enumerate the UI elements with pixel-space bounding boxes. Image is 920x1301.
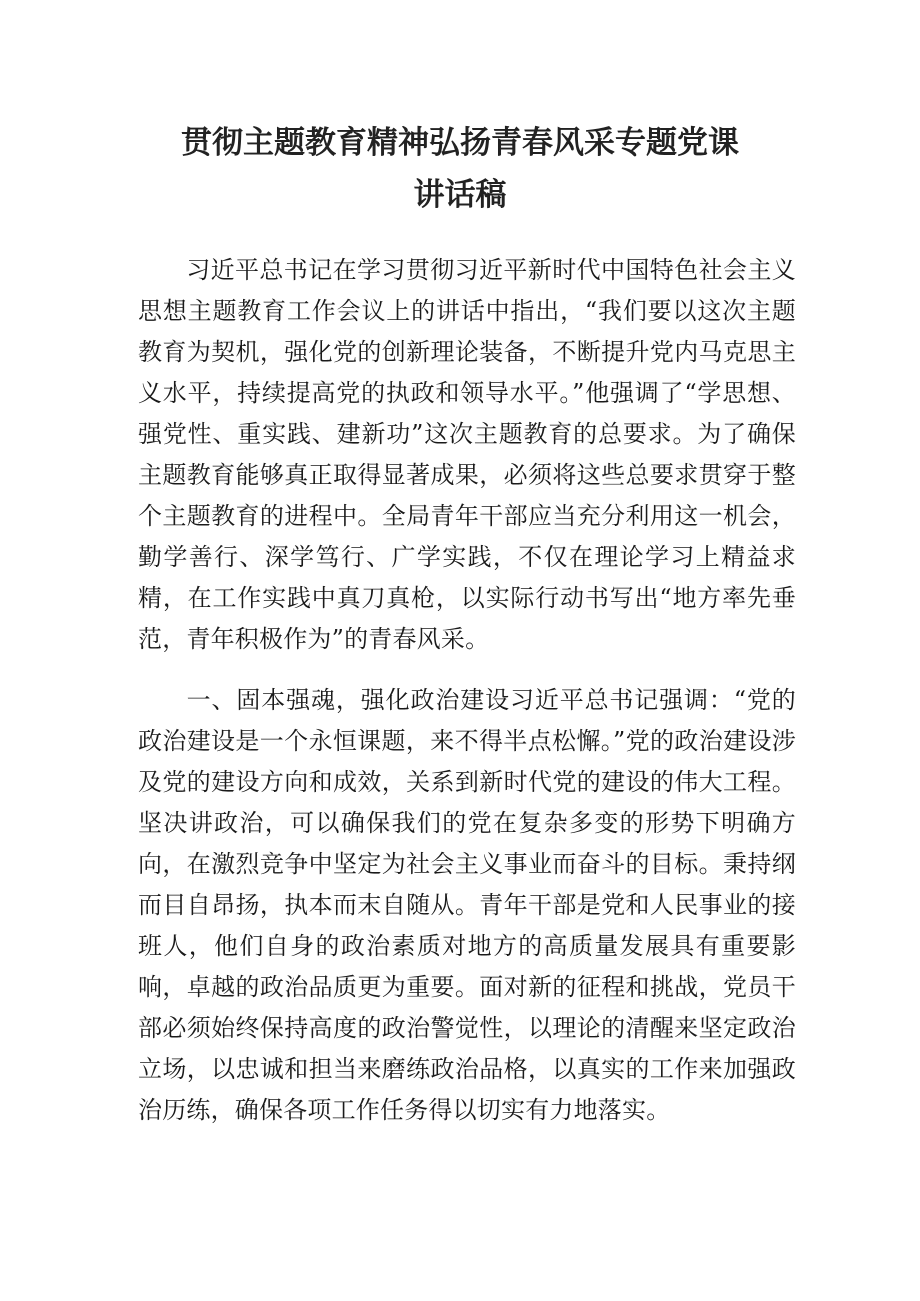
- paragraph-text: 习近平总书记在学习贯彻习近平新时代中国特色社会主义思想主题教育工作会议上的讲话中指出，“我们要以这次主题教育为契机，强化党的创新理论装备，不断提升党内马克思主义水平，持续提高党的执政和领导水平。”他强调了“学思想、强党性、重实践、建新功”这次主题教育的总要求。为了确保主题教育能够真正取得显著成果，必须将这些总要求贯穿于整个主题教育的进程中。全局青年干部应当充分利用这一机会，勤学善行、深学笃行、广学实践，不仅在理论学习上精益求精，在工作实践中真刀真枪，以实际行动书写出“地方率先垂范，青年积极作为”的青春风采。: [138, 256, 796, 653]
- document-title-line2: 讲话稿: [413, 177, 507, 213]
- body-paragraph-section-one: [138, 680, 796, 1131]
- body-paragraph-intro: [138, 250, 796, 660]
- paragraph-text: 一、固本强魂，强化政治建设习近平总书记强调：“党的政治建设是一个永恒课题，来不得半点松懈。”党的政治建设涉及党的建设方向和成效，关系到新时代党的建设的伟大工程。坚决讲政治，可以确保我们的党在复杂多变的形势下明确方向，在激烈竞争中坚定为社会主义事业而奋斗的目标。秉持纲而目自昂扬，执本而末自随从。青年干部是党和人民事业的接班人，他们自身的政治素质对地方的高质量发展具有重要影响，卓越的政治品质更为重要。面对新的征程和挑战，党员干部必须始终保持高度的政治警觉性，以理论的清醒来坚定政治立场，以忠诚和担当来磨练政治品格，以真实的工作来加强政治历练，确保各项工作任务得以切实有力地落实。: [138, 686, 796, 1124]
- document-title-line1: 贯彻主题教育精神弘扬青春风采专题党课: [181, 125, 739, 161]
